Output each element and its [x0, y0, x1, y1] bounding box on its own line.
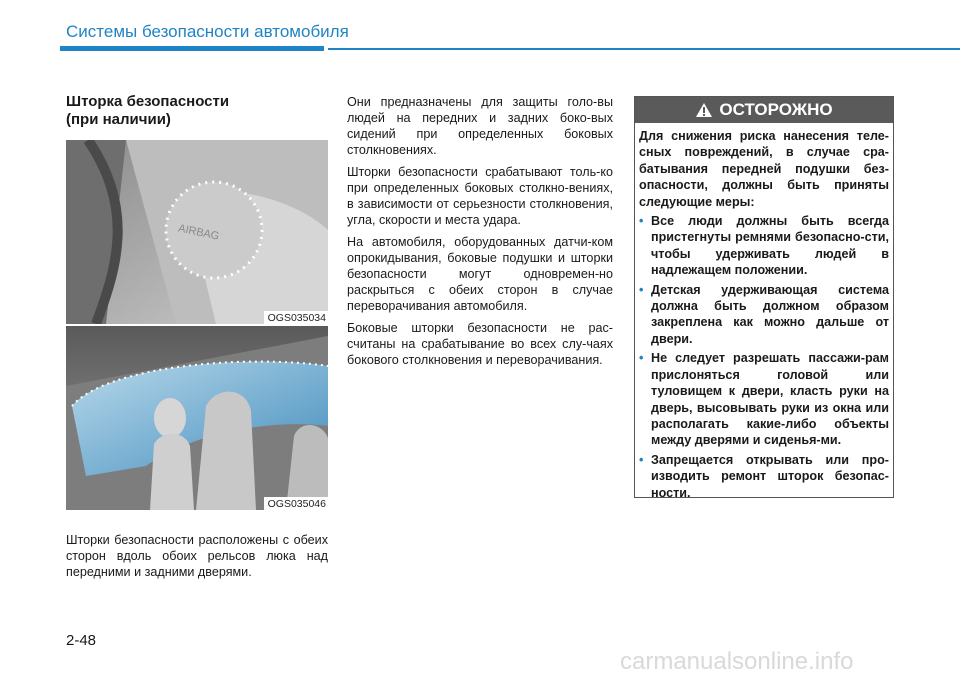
bullet-icon: •: [639, 351, 644, 366]
warning-triangle-icon: [695, 102, 713, 118]
page-number: 2-48: [66, 632, 97, 649]
warning-body: [635, 123, 893, 501]
warning-item: • Запрещается открывать или про-изводить ремонт шторок безопас-ности.: [639, 452, 889, 500]
paragraph: Боковые шторки безопасности не рас-считаны на срабатывание во всех слу-чаях бокового столкновения и переворачивания.: [347, 321, 613, 367]
warning-item: • Все люди должны быть всегда пристегнуты ремнями безопасно-сти, чтобы удерживать людей в надлежащем положении.: [639, 214, 889, 278]
section-title-line2: (при наличии): [66, 111, 171, 128]
figure-caption: Шторки безопасности расположены с обеих сторон вдоль обоих рельсов люка над передними и задними дверями.: [66, 533, 328, 579]
figure-code: OGS035046: [264, 497, 328, 510]
header-title: Системы безопасности автомобиля: [66, 22, 349, 41]
airbag-label-illustration: [66, 140, 328, 324]
warning-intro: Для снижения риска нанесения теле-сных повреждений, в случае сра-батывания передней подушки без-опасности, должны быть приняты следующие меры:: [639, 129, 889, 209]
warning-item: • Детская удерживающая система должна быть должном образом закреплена как можно дальше от двери.: [639, 282, 889, 346]
header-rule: [328, 48, 960, 50]
bullet-icon: •: [639, 214, 644, 229]
figure-code: OGS035034: [264, 311, 328, 324]
bullet-icon: •: [639, 452, 644, 467]
curtain-airbag-illustration: [66, 326, 328, 510]
watermark: carmanualsonline.info: [620, 648, 854, 675]
section-title: [66, 93, 326, 129]
figure-curtain-airbag: [66, 326, 328, 510]
figure-airbag-label: [66, 140, 328, 324]
warning-box: [634, 96, 894, 498]
paragraph: На автомобиля, оборудованных датчи-ком опрокидывания, боковые подушки и шторки безопасности могут одновремен-но раскрыться с обеих сторон в случае переворачивания автомобиля.: [347, 235, 613, 313]
airbag-text: AIRBAG: [177, 222, 221, 243]
body-text: [347, 94, 613, 374]
warning-header: [635, 97, 893, 123]
warning-item: • Не следует разрешать пассажи-рам прислоняться головой или туловищем к двери, класть руки на дверь, высовывать руки из окна или располагать какие-либо объекты между дверями и сиденья-ми.: [639, 351, 889, 448]
section-title-line1: Шторка безопасности: [66, 93, 230, 110]
warning-title: ОСТОРОЖНО: [719, 100, 833, 119]
warning-list: [639, 213, 889, 501]
bullet-icon: •: [639, 282, 644, 297]
paragraph: Шторки безопасности срабатывают толь-ко при определенных боковых столкно-вениях, в зависимости от серьезности столкновения, угла, скорости и места удара.: [347, 165, 613, 227]
header-rule-accent: [60, 46, 324, 51]
paragraph: Они предназначены для защиты голо-вы людей на передних и задних боко-вых сидений при определенных боковых столкновениях.: [347, 95, 613, 157]
